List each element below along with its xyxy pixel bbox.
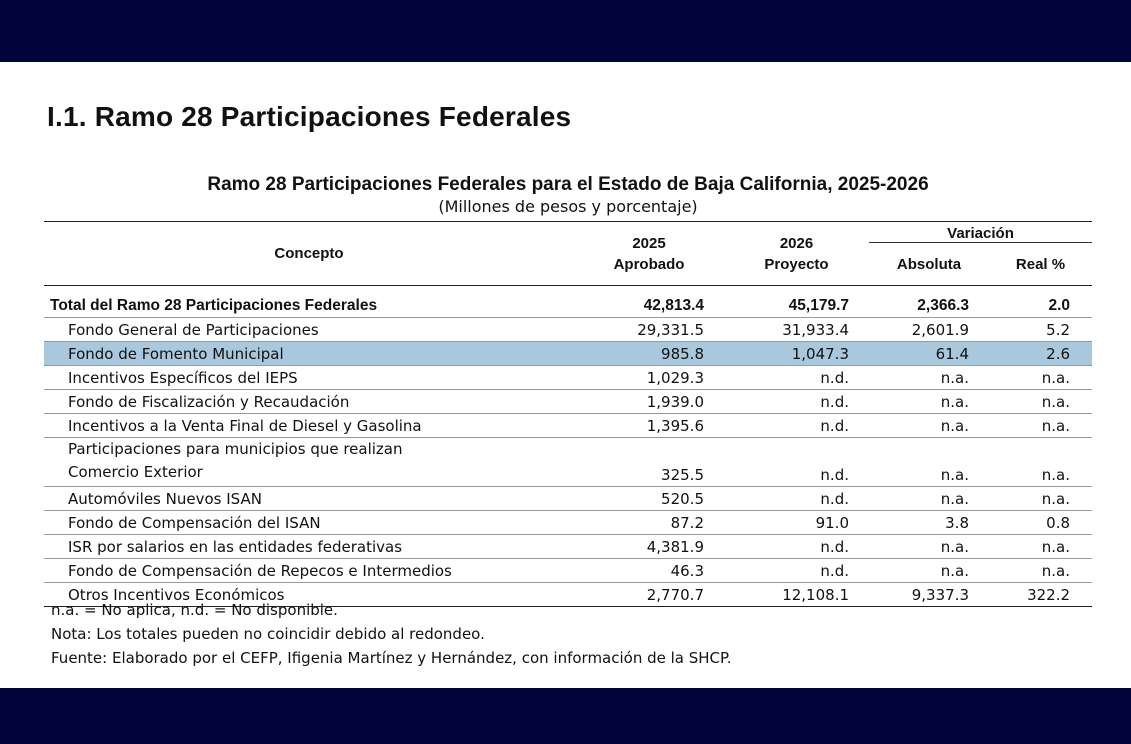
cell-variacion-real: n.a. — [989, 535, 1092, 559]
section-title: I.1. Ramo 28 Participaciones Federales — [47, 101, 572, 132]
cell-2025-aprobado: 325.5 — [574, 438, 724, 487]
cell-variacion-absoluta: n.a. — [869, 438, 989, 487]
header-2026-year: 2026 — [779, 234, 814, 252]
table-row — [44, 487, 1092, 511]
cell-variacion-absoluta: n.a. — [869, 366, 989, 390]
header-2025-aprobado — [574, 222, 724, 286]
cell-2026-proyecto: 91.0 — [724, 511, 869, 535]
header-2025-year: 2025 — [632, 234, 666, 252]
cell-concepto: Fondo General de Participaciones — [44, 318, 574, 342]
table-row — [44, 390, 1092, 414]
cell-variacion-real: 2.6 — [989, 342, 1092, 366]
cell-concepto: Automóviles Nuevos ISAN — [44, 487, 574, 511]
cell-2025-aprobado: 985.8 — [574, 342, 724, 366]
table-row-total — [44, 286, 1092, 318]
header-2026-label: Proyecto — [764, 255, 829, 273]
cell-variacion-absoluta: 2,601.9 — [869, 318, 989, 342]
header-variacion — [869, 222, 1092, 245]
cell-2026-proyecto: 45,179.7 — [724, 286, 869, 318]
cell-2025-aprobado: 46.3 — [574, 559, 724, 583]
cell-2025-aprobado: 42,813.4 — [574, 286, 724, 318]
table-row — [44, 414, 1092, 438]
cell-2026-proyecto: 31,933.4 — [724, 318, 869, 342]
cell-2025-aprobado: 29,331.5 — [574, 318, 724, 342]
table-row — [44, 318, 1092, 342]
cell-variacion-absoluta: n.a. — [869, 414, 989, 438]
cell-2026-proyecto: n.d. — [724, 438, 869, 487]
cell-2026-proyecto: 1,047.3 — [724, 342, 869, 366]
cell-2025-aprobado: 4,381.9 — [574, 535, 724, 559]
cell-concepto: Incentivos a la Venta Final de Diesel y Gasolina — [44, 414, 574, 438]
cell-variacion-absoluta: 9,337.3 — [869, 583, 989, 607]
table-notes — [51, 598, 732, 670]
header-absoluta: Absoluta — [869, 245, 989, 286]
cell-variacion-real: 5.2 — [989, 318, 1092, 342]
table-subtitle: (Millones de pesos y porcentaje) — [438, 197, 698, 216]
cell-concepto: Fondo de Compensación del ISAN — [44, 511, 574, 535]
cell-concepto-line: Participaciones para municipios que realizan — [68, 440, 403, 458]
cell-variacion-absoluta: 61.4 — [869, 342, 989, 366]
cell-variacion-real: n.a. — [989, 366, 1092, 390]
cell-concepto: ISR por salarios en las entidades federativas — [44, 535, 574, 559]
note-abbreviations: n.a. = No aplica, n.d. = No disponible. — [51, 601, 338, 619]
cell-variacion-absoluta: 2,366.3 — [869, 286, 989, 318]
cell-concepto: Total del Ramo 28 Participaciones Federales — [44, 286, 574, 318]
header-variacion-label: Variación — [869, 225, 1092, 243]
cell-2026-proyecto: n.d. — [724, 487, 869, 511]
table-row — [44, 342, 1092, 366]
table-row — [44, 559, 1092, 583]
cell-2026-proyecto: 12,108.1 — [724, 583, 869, 607]
cell-2025-aprobado: 1,029.3 — [574, 366, 724, 390]
cell-2025-aprobado: 520.5 — [574, 487, 724, 511]
cell-concepto: Fondo de Fomento Municipal — [44, 342, 574, 366]
cell-variacion-absoluta: n.a. — [869, 535, 989, 559]
cell-variacion-real: n.a. — [989, 559, 1092, 583]
cell-2025-aprobado: 2,770.7 — [574, 583, 724, 607]
header-2026-proyecto — [724, 222, 869, 286]
cell-variacion-real: 0.8 — [989, 511, 1092, 535]
note-rounding: Nota: Los totales pueden no coincidir debido al redondeo. — [51, 625, 485, 643]
cell-2026-proyecto: n.d. — [724, 535, 869, 559]
cell-variacion-real: n.a. — [989, 487, 1092, 511]
bottom-banner — [0, 688, 1131, 744]
top-banner — [0, 0, 1131, 62]
cell-concepto: Fondo de Compensación de Repecos e Intermedios — [44, 559, 574, 583]
cell-2026-proyecto: n.d. — [724, 414, 869, 438]
cell-concepto — [44, 438, 574, 487]
header-concepto: Concepto — [44, 222, 574, 286]
cell-2025-aprobado: 1,939.0 — [574, 390, 724, 414]
table-row — [44, 366, 1092, 390]
cell-variacion-real: 322.2 — [989, 583, 1092, 607]
cell-variacion-real: n.a. — [989, 438, 1092, 487]
table-row — [44, 511, 1092, 535]
cell-2026-proyecto: n.d. — [724, 366, 869, 390]
cell-variacion-real: 2.0 — [989, 286, 1092, 318]
cell-2025-aprobado: 1,395.6 — [574, 414, 724, 438]
cell-concepto: Incentivos Específicos del IEPS — [44, 366, 574, 390]
header-2025-label: Aprobado — [613, 255, 685, 273]
cell-variacion-real: n.a. — [989, 390, 1092, 414]
cell-concepto: Fondo de Fiscalización y Recaudación — [44, 390, 574, 414]
table-body — [44, 286, 1092, 607]
cell-variacion-absoluta: n.a. — [869, 487, 989, 511]
cell-variacion-real: n.a. — [989, 414, 1092, 438]
header-real: Real % — [989, 245, 1092, 286]
table-row — [44, 438, 1092, 487]
participaciones-table — [44, 221, 1092, 607]
cell-2025-aprobado: 87.2 — [574, 511, 724, 535]
cell-variacion-absoluta: n.a. — [869, 390, 989, 414]
cell-variacion-absoluta: 3.8 — [869, 511, 989, 535]
table-title: Ramo 28 Participaciones Federales para el Estado de Baja California, 2025-2026 — [207, 174, 929, 195]
cell-concepto: Otros Incentivos Económicos — [44, 583, 574, 607]
note-source: Fuente: Elaborado por el CEFP, Ifigenia Martínez y Hernández, con información de la SHCP. — [51, 649, 732, 667]
cell-2026-proyecto: n.d. — [724, 390, 869, 414]
cell-concepto-line: Comercio Exterior — [68, 463, 203, 481]
cell-variacion-absoluta: n.a. — [869, 559, 989, 583]
table-row — [44, 535, 1092, 559]
cell-2026-proyecto: n.d. — [724, 559, 869, 583]
